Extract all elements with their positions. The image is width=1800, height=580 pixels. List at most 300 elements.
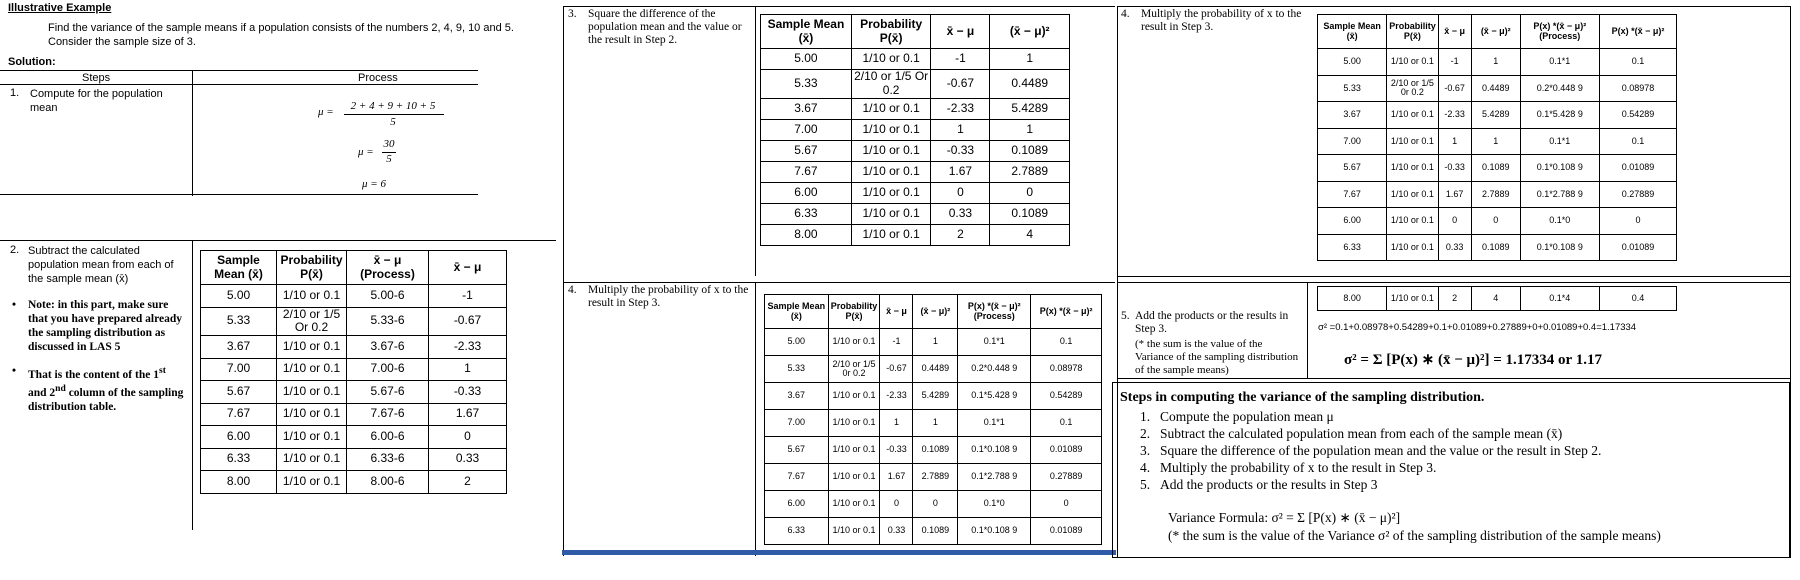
table-cell: 5.67 <box>1318 155 1387 182</box>
table-cell: 1/10 or 0.1 <box>277 285 347 308</box>
table-cell: 7.00 <box>201 358 277 381</box>
table-cell: 1/10 or 0.1 <box>828 437 880 464</box>
table-cell: 0.08978 <box>1600 75 1677 102</box>
table-cell: -0.67 <box>429 307 507 336</box>
table-cell: -0.67 <box>880 356 913 383</box>
note-2-sup: st <box>158 365 166 376</box>
table-cell: 5.4289 <box>913 383 958 410</box>
table-cell: -1 <box>880 329 913 356</box>
table-row <box>765 491 1102 518</box>
table-row <box>765 518 1102 545</box>
table-row <box>765 410 1102 437</box>
table-row <box>1318 102 1677 129</box>
column-header: x̄ − μ <box>1438 15 1471 49</box>
table-cell: 1/10 or 0.1 <box>851 224 931 245</box>
note-2-text-a: That is the content of the 1 <box>28 368 159 381</box>
table-cell: 1/10 or 0.1 <box>1387 208 1438 235</box>
table-row <box>765 437 1102 464</box>
panel4b-bottom-border <box>1117 276 1790 277</box>
steps-table-top-border <box>0 70 478 71</box>
table-cell: -2.33 <box>931 98 990 119</box>
column-header: P(x) *(x̄ − μ)² <box>1031 295 1102 329</box>
table-cell: -1 <box>429 285 507 308</box>
table-cell: -1 <box>931 49 990 70</box>
table-row <box>765 383 1102 410</box>
table-cell: 0.01089 <box>1031 437 1102 464</box>
table-cell: 2 <box>1438 287 1471 311</box>
table-row <box>201 336 507 359</box>
note-2-sup2: nd <box>55 382 66 394</box>
table-cell: 1 <box>931 119 990 140</box>
steps-header-border <box>0 84 478 85</box>
column-header: Probability P(x̄) <box>277 251 347 285</box>
table-cell: 1 <box>880 410 913 437</box>
table-cell: -0.33 <box>1438 155 1471 182</box>
note-1 <box>12 298 186 354</box>
column-header: P(x) *(x̄ − μ)² (Process) <box>958 295 1031 329</box>
note-2-text-b: and 2 <box>28 386 56 399</box>
table-cell: -2.33 <box>429 336 507 359</box>
table-cell: 0.4489 <box>1471 75 1520 102</box>
table-cell: 1 <box>429 358 507 381</box>
panel3-text-divider <box>755 6 756 276</box>
table-cell: 1 <box>913 410 958 437</box>
table-cell: 0 <box>931 182 990 203</box>
table-cell: 2/10 or 1/5 0r 0.2 <box>1387 75 1438 102</box>
table-cell: 0 <box>913 491 958 518</box>
table-cell: -0.33 <box>429 381 507 404</box>
problem-line-1: Find the variance of the sample means if a population consists of the numbers 2, 4, 9, 10 and 5. <box>48 22 514 34</box>
table-cell: 1 <box>1471 49 1520 76</box>
steps-column-header: Steps <box>82 72 111 84</box>
table-cell: 0.01089 <box>1031 518 1102 545</box>
table-cell: 6.33-6 <box>347 448 429 471</box>
table-row <box>761 161 1070 182</box>
table-cell: 0.1089 <box>913 437 958 464</box>
step1-text: Compute for the population mean <box>30 88 163 114</box>
table-row <box>201 285 507 308</box>
column-header: Probability P(x̄) <box>1387 15 1438 49</box>
table-cell: 7.67-6 <box>347 403 429 426</box>
table-row <box>201 471 507 494</box>
table-row <box>201 426 507 449</box>
table-cell: 1/10 or 0.1 <box>851 119 931 140</box>
panel3-left-border <box>563 6 564 556</box>
table-cell: 8.00 <box>761 224 852 245</box>
variance-formula: Variance Formula: σ² = Σ [P(x) ∗ (x̄ − μ)²] <box>1168 510 1401 525</box>
table-cell: 1/10 or 0.1 <box>277 448 347 471</box>
table-cell: 0.27889 <box>1600 181 1677 208</box>
table-row <box>761 140 1070 161</box>
table-cell: -2.33 <box>1438 102 1471 129</box>
table-cell: 4 <box>1471 287 1520 311</box>
table-row <box>765 329 1102 356</box>
panel4a-text-divider <box>755 282 756 556</box>
table-cell: 2/10 or 1/5 0r 0.2 <box>828 356 880 383</box>
table-cell: 1/10 or 0.1 <box>277 336 347 359</box>
column-header: x̄ − μ <box>429 251 507 285</box>
table-row <box>1318 234 1677 261</box>
table-cell: 0.1*5.428 9 <box>958 383 1031 410</box>
table-cell: 0.1 <box>1600 128 1677 155</box>
table-cell: 2 <box>429 471 507 494</box>
table-cell: 1/10 or 0.1 <box>1387 234 1438 261</box>
table-cell: 0.4489 <box>913 356 958 383</box>
table-cell: 7.00-6 <box>347 358 429 381</box>
table-cell: 0.1*1 <box>1520 128 1599 155</box>
table-cell: 1/10 or 0.1 <box>1387 49 1438 76</box>
variance-formula-note: (* the sum is the value of the Variance σ² of the sampling distribution of the sample means) <box>1168 528 1661 543</box>
table-cell: 1 <box>913 329 958 356</box>
table-cell: 2.7889 <box>990 161 1070 182</box>
table-row <box>761 49 1070 70</box>
table-cell: 5.67 <box>761 140 852 161</box>
table-cell: 8.00-6 <box>347 471 429 494</box>
table-cell: 1.67 <box>1438 181 1471 208</box>
summary-title: Steps in computing the variance of the sampling distribution. <box>1120 390 1485 405</box>
table-cell: 2/10 or 1/5 Or 0.2 <box>851 70 931 99</box>
table-cell: -0.33 <box>931 140 990 161</box>
table-cell: 0.1*0 <box>958 491 1031 518</box>
page-bottom-bar <box>562 550 1116 555</box>
summary-step-4: 4. Multiply the probability of x to the result in Step 3. <box>1140 460 1437 475</box>
table-cell: 5.33 <box>1318 75 1387 102</box>
square-table <box>760 14 1070 246</box>
table-cell: 0.1*1 <box>958 329 1031 356</box>
table-row <box>201 358 507 381</box>
table-cell: 6.33 <box>761 203 852 224</box>
table-row <box>765 464 1102 491</box>
table-cell: 5.33 <box>761 70 852 99</box>
table-row <box>1318 287 1677 311</box>
table-cell: 0 <box>1438 208 1471 235</box>
table-cell: 1/10 or 0.1 <box>828 329 880 356</box>
formula2-lhs: μ = <box>358 146 374 158</box>
table-row <box>761 98 1070 119</box>
step3-text: Square the difference of the population mean and the value or the result in Step 2. <box>588 8 742 46</box>
table-cell: 0.1089 <box>913 518 958 545</box>
column-header: (x̄ − μ)² <box>913 295 958 329</box>
column-header: Sample Mean (x̄) <box>761 15 852 49</box>
step2-text: Subtract the calculated population mean from each of the sample mean (x̄) <box>28 245 174 285</box>
problem-line-2: Consider the sample size of 3. <box>48 36 196 48</box>
table-row <box>1318 128 1677 155</box>
step1-number: 1. <box>10 87 20 99</box>
table-cell: 1 <box>1438 128 1471 155</box>
table-cell: 3.67 <box>765 383 829 410</box>
table-cell: 1.67 <box>931 161 990 182</box>
column-header: x̄ − μ <box>931 15 990 49</box>
table-cell: 6.00 <box>1318 208 1387 235</box>
table-cell: 0.1*0.108 9 <box>958 518 1031 545</box>
table-cell: 2 <box>931 224 990 245</box>
table-cell: 1/10 or 0.1 <box>851 49 931 70</box>
table-cell: 7.00 <box>1318 128 1387 155</box>
table-cell: 0 <box>990 182 1070 203</box>
table-cell: 1/10 or 0.1 <box>851 161 931 182</box>
column-header: Sample Mean (x̄) <box>765 295 829 329</box>
table-cell: 6.00 <box>761 182 852 203</box>
table-cell: 5.67-6 <box>347 381 429 404</box>
table-cell: 1/10 or 0.1 <box>828 491 880 518</box>
table-cell: 6.33 <box>765 518 829 545</box>
table-cell: 6.00 <box>765 491 829 518</box>
table-cell: 0.1*2.788 9 <box>958 464 1031 491</box>
table-header-row <box>765 295 1102 329</box>
bullet-icon: • <box>12 299 17 311</box>
summary-steps-list <box>1140 408 1780 493</box>
table-cell: 1/10 or 0.1 <box>277 358 347 381</box>
table-cell: 0.1089 <box>1471 234 1520 261</box>
table-cell: 0.08978 <box>1031 356 1102 383</box>
table-cell: -1 <box>1438 49 1471 76</box>
table-cell: 0.33 <box>931 203 990 224</box>
table-cell: 0.1*2.788 9 <box>1520 181 1599 208</box>
table-header-row <box>1318 15 1677 49</box>
column-header: (x̄ − μ)² <box>990 15 1070 49</box>
table-cell: 0 <box>1600 208 1677 235</box>
table-cell: 0.1*0.108 9 <box>958 437 1031 464</box>
table-cell: 3.67 <box>201 336 277 359</box>
column-header: x̄ − μ <box>880 295 913 329</box>
table-cell: 7.67 <box>765 464 829 491</box>
table-cell: 1/10 or 0.1 <box>851 140 931 161</box>
table-cell: 1/10 or 0.1 <box>1387 287 1438 311</box>
table-cell: 2.7889 <box>1471 181 1520 208</box>
table-cell: 0.1*0 <box>1520 208 1599 235</box>
steps-table-bottom-border <box>0 194 478 195</box>
table-cell: 5.00-6 <box>347 285 429 308</box>
table-cell: 6.33 <box>1318 234 1387 261</box>
table-cell: 0.1*1 <box>958 410 1031 437</box>
formula3: μ = 6 <box>362 178 386 190</box>
table-row <box>201 307 507 336</box>
table-cell: 1/10 or 0.1 <box>851 98 931 119</box>
table-cell: 1/10 or 0.1 <box>277 471 347 494</box>
column-header: Sample Mean (x̄) <box>201 251 277 285</box>
column-header: x̄ − μ (Process) <box>347 251 429 285</box>
process-column-header: Process <box>358 72 398 84</box>
table-cell: 0.54289 <box>1031 383 1102 410</box>
step4-number: 4. <box>568 284 577 296</box>
table-cell: 7.67 <box>201 403 277 426</box>
table-cell: 5.67 <box>765 437 829 464</box>
column-header: P(x) *(x̄ − μ)² <box>1600 15 1677 49</box>
panel5-top-border <box>1117 282 1790 283</box>
table-cell: 0.1089 <box>990 140 1070 161</box>
panel5-divider <box>1307 282 1308 378</box>
note-1-text: Note: in this part, make sure that you have prepared already the sampling distribution as discussed in LAS 5 <box>28 299 182 353</box>
table-cell: 1/10 or 0.1 <box>1387 155 1438 182</box>
step5-note: (* the sum is the value of the Variance of the sampling distribution of the sample means) <box>1135 338 1299 376</box>
panel4b-right-border <box>1790 6 1791 558</box>
table-cell: 1.67 <box>429 403 507 426</box>
table-cell: 1/10 or 0.1 <box>1387 128 1438 155</box>
table-cell: 5.00 <box>765 329 829 356</box>
table-cell: -0.67 <box>1438 75 1471 102</box>
table-cell: 1/10 or 0.1 <box>851 203 931 224</box>
table-cell: 8.00 <box>1318 287 1387 311</box>
table-row <box>201 403 507 426</box>
table-cell: 1 <box>990 49 1070 70</box>
panel2-divider <box>192 240 193 530</box>
formula1-fraction-bar <box>344 114 444 115</box>
table-row <box>201 381 507 404</box>
table-row <box>761 203 1070 224</box>
table-header-row <box>201 251 507 285</box>
table-cell: 0.1089 <box>990 203 1070 224</box>
step4-text: Multiply the probability of x to the result in Step 3. <box>588 284 749 309</box>
panel4a-top-border <box>563 282 1115 283</box>
table-cell: 0.54289 <box>1600 102 1677 129</box>
table-row <box>765 356 1102 383</box>
table-row <box>1318 75 1677 102</box>
table-cell: 7.00 <box>765 410 829 437</box>
table-cell: -0.67 <box>931 70 990 99</box>
formula1-denominator: 5 <box>390 116 396 128</box>
table-cell: 2.7889 <box>913 464 958 491</box>
table-cell: 1/10 or 0.1 <box>828 410 880 437</box>
table-cell: -2.33 <box>880 383 913 410</box>
table-cell: 0 <box>429 426 507 449</box>
summary-step-5: 5. Add the products or the results in Step 3 <box>1140 477 1378 492</box>
table-cell: 0.1*0.108 9 <box>1520 234 1599 261</box>
panel5-bottom-border <box>1117 378 1790 379</box>
sum-line: σ² =0.1+0.08978+0.54289+0.1+0.01089+0.27889+0+0.01089+0.4=1.17334 <box>1318 322 1637 333</box>
variance-result: σ² = Σ [P(x) ∗ (x̄ − μ)²] = 1.17334 or 1.17 <box>1344 352 1602 368</box>
table-cell: 0.01089 <box>1600 234 1677 261</box>
table-cell: 7.00 <box>761 119 852 140</box>
panel2-top-border <box>0 240 556 241</box>
multiply-table-left <box>764 294 1102 545</box>
table-cell: 2/10 or 1/5 Or 0.2 <box>277 307 347 336</box>
table-cell: 1/10 or 0.1 <box>1387 181 1438 208</box>
note-2-text-c: column of the sampling distribution table. <box>28 386 184 413</box>
column-header: P(x) *(x̄ − μ)² (Process) <box>1520 15 1599 49</box>
steps-column-divider <box>192 70 193 196</box>
panel3-top-border <box>563 6 1115 7</box>
solution-label: Solution: <box>8 56 56 68</box>
table-cell: 0.2*0.448 9 <box>958 356 1031 383</box>
table-row <box>761 224 1070 245</box>
table-cell: 0.1 <box>1031 329 1102 356</box>
table-cell: 1 <box>990 119 1070 140</box>
step4b-number: 4. <box>1121 8 1130 20</box>
table-cell: 0.2*0.448 9 <box>1520 75 1599 102</box>
table-cell: 0.1*1 <box>1520 49 1599 76</box>
table-cell: 0.01089 <box>1600 155 1677 182</box>
table-cell: 1/10 or 0.1 <box>828 383 880 410</box>
table-cell: 1/10 or 0.1 <box>277 381 347 404</box>
table-row <box>761 182 1070 203</box>
example-title: Illustrative Example <box>8 2 112 14</box>
table-cell: 0.4489 <box>990 70 1070 99</box>
table-cell: 1/10 or 0.1 <box>277 403 347 426</box>
table-cell: 0 <box>880 491 913 518</box>
table-cell: 6.00 <box>201 426 277 449</box>
table-cell: 7.67 <box>761 161 852 182</box>
table-cell: 8.00 <box>201 471 277 494</box>
table-cell: 0.33 <box>1438 234 1471 261</box>
table-cell: 0 <box>1031 491 1102 518</box>
table-header-row <box>761 15 1070 49</box>
table-cell: 1/10 or 0.1 <box>828 518 880 545</box>
table-cell: 3.67 <box>1318 102 1387 129</box>
table-cell: 6.00-6 <box>347 426 429 449</box>
table-cell: 0 <box>1471 208 1520 235</box>
table-cell: 0.33 <box>429 448 507 471</box>
table-cell: 0.1 <box>1600 49 1677 76</box>
column-header: Probability P(x̄) <box>828 295 880 329</box>
table-cell: 0.1*0.108 9 <box>1520 155 1599 182</box>
table-row <box>761 119 1070 140</box>
formula2-numerator: 30 <box>383 138 395 150</box>
subtraction-table <box>200 250 507 494</box>
table-cell: 5.00 <box>761 49 852 70</box>
table-cell: 3.67-6 <box>347 336 429 359</box>
table-cell: 5.33-6 <box>347 307 429 336</box>
bullet-icon: • <box>12 365 17 377</box>
step5-number: 5. <box>1121 310 1130 322</box>
column-header: Sample Mean (x̄) <box>1318 15 1387 49</box>
formula1-numerator: 2 + 4 + 9 + 10 + 5 <box>350 100 436 112</box>
step4b-text: Multiply the probability of x to the result in Step 3. <box>1141 8 1302 33</box>
table-row <box>1318 155 1677 182</box>
table-cell: 1/10 or 0.1 <box>1387 102 1438 129</box>
formula2-denominator: 5 <box>386 153 392 165</box>
table-row <box>761 70 1070 99</box>
table-cell: 5.4289 <box>990 98 1070 119</box>
formula1-lhs: μ = <box>318 106 334 118</box>
table-cell: 4 <box>990 224 1070 245</box>
table-cell: 3.67 <box>761 98 852 119</box>
table-cell: 1/10 or 0.1 <box>828 464 880 491</box>
table-cell: 5.33 <box>765 356 829 383</box>
table-row <box>1318 181 1677 208</box>
table-cell: 1 <box>1471 128 1520 155</box>
table-cell: 1.67 <box>880 464 913 491</box>
table-cell: 5.33 <box>201 307 277 336</box>
table-row <box>1318 208 1677 235</box>
summary-step-3: 3. Square the difference of the population mean and the value or the result in Step 2. <box>1140 443 1602 458</box>
table-cell: 0.33 <box>880 518 913 545</box>
step5-text: Add the products or the results in Step 3. <box>1135 310 1289 335</box>
table-row <box>201 448 507 471</box>
table-cell: 5.4289 <box>1471 102 1520 129</box>
step2-number: 2. <box>10 244 20 256</box>
multiply-table-last-row <box>1317 286 1677 311</box>
table-cell: 0.1 <box>1031 410 1102 437</box>
table-cell: 1/10 or 0.1 <box>277 426 347 449</box>
panel4b-top-border <box>1117 6 1790 7</box>
table-row <box>1318 49 1677 76</box>
table-cell: 0.27889 <box>1031 464 1102 491</box>
table-cell: 0.1089 <box>1471 155 1520 182</box>
table-cell: 6.33 <box>201 448 277 471</box>
column-header: (x̄ − μ)² <box>1471 15 1520 49</box>
table-cell: 0.4 <box>1600 287 1677 311</box>
summary-step-2: 2. Subtract the calculated population mean from each of the sample mean (x̄) <box>1140 426 1563 441</box>
step3-number: 3. <box>568 8 577 20</box>
table-cell: 0.1*5.428 9 <box>1520 102 1599 129</box>
table-cell: 0.1*4 <box>1520 287 1599 311</box>
column-header: Probability P(x̄) <box>851 15 931 49</box>
multiply-table-right <box>1317 14 1677 261</box>
table-cell: 5.00 <box>1318 49 1387 76</box>
table-cell: -0.33 <box>880 437 913 464</box>
table-cell: 1/10 or 0.1 <box>851 182 931 203</box>
summary-step-1: 1. Compute the population mean μ <box>1140 409 1334 424</box>
